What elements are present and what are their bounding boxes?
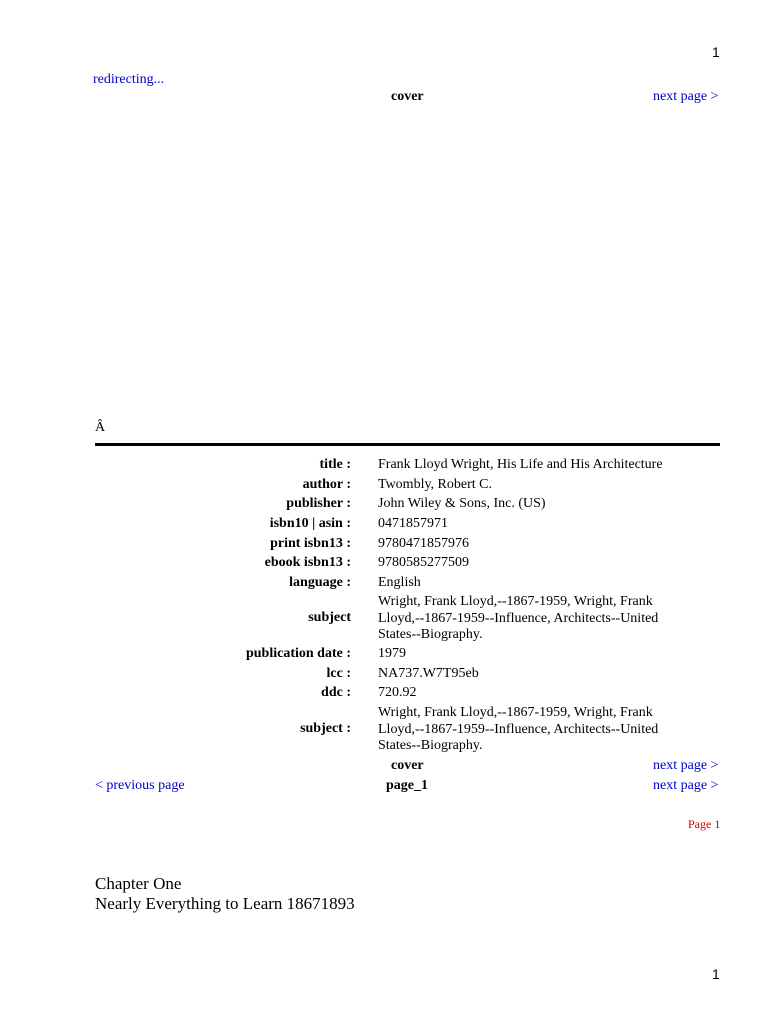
publication-date-label: publication date : [245, 646, 351, 661]
next-page-link-2[interactable]: next page > [653, 758, 719, 773]
isbn10-value: 0471857971 [378, 516, 448, 531]
redirect-link[interactable]: redirecting... [93, 72, 165, 87]
nav-cover-label-2: cover [391, 758, 424, 773]
print-isbn13-value: 9780471857976 [378, 536, 469, 551]
language-value: English [378, 575, 421, 590]
ddc-label: ddc : [321, 685, 351, 700]
language-label: language : [289, 575, 351, 590]
title-value: Frank Lloyd Wright, His Life and His Architecture [378, 457, 663, 472]
stray-glyph: Â [95, 420, 106, 435]
isbn10-label: isbn10 | asin : [269, 516, 351, 531]
chapter-title: Nearly Everything to Learn 18671893 [95, 894, 355, 913]
publisher-value: John Wiley & Sons, Inc. (US) [378, 496, 546, 511]
ebook-isbn13-label: ebook isbn13 : [264, 555, 351, 570]
title-label: title : [319, 457, 351, 472]
publisher-label: publisher : [286, 496, 351, 511]
horizontal-rule [95, 443, 720, 446]
lcc-label: lcc : [326, 666, 351, 681]
print-isbn13-label: print isbn13 : [270, 536, 351, 551]
lcc-value: NA737.W7T95eb [378, 666, 479, 681]
publication-date-value: 1979 [378, 646, 406, 661]
page-number-top: 1 [712, 44, 720, 60]
next-page-link-3[interactable]: next page > [653, 778, 719, 793]
subject-2-value: Wright, Frank Lloyd,--1867-1959, Wright, Frank Lloyd,--1867-1959--Influence, Architects--United States--Biography. [378, 705, 659, 753]
previous-page-link[interactable]: < previous page [95, 778, 185, 793]
subject-2-label: subject : [300, 721, 351, 736]
next-page-link[interactable]: next page > [653, 89, 719, 104]
author-label: author : [302, 477, 351, 492]
nav-page-label: page_1 [386, 778, 428, 793]
nav-cover-label: cover [391, 89, 424, 104]
page-marker: Page 1 [688, 817, 721, 831]
ddc-value: 720.92 [378, 685, 417, 700]
subject-label: subject [308, 610, 351, 625]
ebook-isbn13-value: 9780585277509 [378, 555, 469, 570]
author-value: Twombly, Robert C. [378, 477, 492, 492]
subject-value: Wright, Frank Lloyd,--1867-1959, Wright, Frank Lloyd,--1867-1959--Influence, Architects--United States--Biography. [378, 594, 659, 642]
page-number-bottom: 1 [712, 966, 720, 982]
chapter-number: Chapter One [95, 874, 182, 893]
